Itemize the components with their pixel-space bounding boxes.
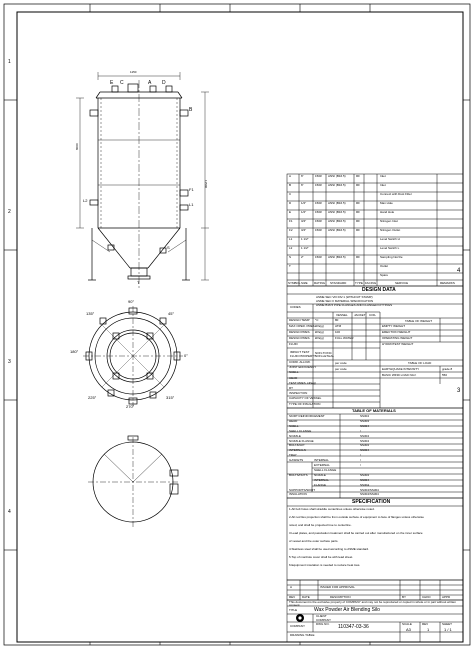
- plan-angle-45: 45°: [168, 311, 175, 316]
- load-row-1-value: 550: [442, 373, 448, 377]
- material-item: GASKETS: [289, 458, 304, 463]
- load-row-0-label: EARTHQUAKE INTENSITY: [382, 367, 420, 371]
- doc-number: 110347-03-36: [338, 624, 369, 630]
- material-value: SS304: [360, 448, 370, 453]
- border-marker-left-3: 3: [8, 359, 11, 365]
- material-value: SS304: [360, 433, 370, 438]
- material-item: BOLTS/NUTS: [289, 472, 308, 477]
- nozzle-std: ANSI (B16.5): [328, 228, 346, 232]
- spec-line: 3.Lead plates, and passivation treatment shall be carried out after manufactured on the inner surface: [289, 531, 423, 535]
- design-data-title: DESIGN DATA: [362, 287, 396, 293]
- nozzle-face: RF: [356, 174, 360, 178]
- scale-label: SCALE: [402, 622, 412, 626]
- nozzle-id: A: [289, 174, 292, 178]
- sheet-label: SHEET: [442, 622, 453, 626]
- nozzle-service: Level Switch H: [380, 237, 400, 241]
- nozzle-size: 1 1/2": [301, 237, 309, 241]
- border-marker-right-3: 3: [457, 388, 461, 394]
- design-row-unit: kPa(g): [315, 324, 324, 328]
- material-value: SS304: [360, 414, 370, 418]
- codes-label: CODES: [290, 305, 301, 309]
- spec-line: 2.All nozzles projection shall be from outside surface of equipment to face of flanges unless otherwise: [289, 515, 424, 519]
- nozzle-header-type: TYPE: [355, 281, 363, 285]
- title-label: TITLE: [289, 608, 298, 612]
- nozzle-service: Inlet: [380, 174, 386, 178]
- nozzle-header-facing: FACING: [365, 281, 377, 285]
- design-row-unit: °C: [315, 318, 319, 322]
- title-note: This document is the exclusive property of COMPANY and may not be reproduced or copied in whole or in part without written consent.: [289, 600, 456, 608]
- misc-row: TYPE OF INSULATION: [289, 401, 321, 406]
- material-value: SS304: [360, 418, 370, 423]
- material-value: SS304: [360, 443, 370, 448]
- nozzle-service: Sampling Nozzle: [380, 255, 403, 259]
- nozzle-id: E: [289, 210, 292, 214]
- nozzle-header-rating: RATING: [314, 281, 326, 285]
- design-row-unit: kPa(g): [315, 330, 324, 334]
- nozzle-service: Nitrogen Inlet: [380, 219, 398, 223]
- misc-row: CAPACITY OF VESSEL: [289, 396, 322, 401]
- nozzle-service: Spare: [380, 273, 389, 277]
- material-value: SS304/SS304: [360, 492, 379, 497]
- plan-angle-0: 0°: [184, 353, 188, 358]
- misc-value-1: per code: [335, 367, 347, 371]
- weight-row: EMPTY WEIGHT: [382, 324, 406, 328]
- weight-row: HYDROTEST WEIGHT: [382, 342, 414, 346]
- plan-angle-225: 225°: [88, 395, 97, 400]
- material-sub: SHELL FLANGE: [314, 467, 337, 472]
- elevation-label-d: D: [162, 80, 166, 86]
- nozzle-id: L1: [289, 237, 293, 241]
- material-item: SHELL: [289, 423, 299, 428]
- nozzle-face: RF: [356, 255, 360, 259]
- elevation-label-s: S: [167, 245, 170, 250]
- revision-header: DATE: [302, 595, 310, 599]
- nozzle-service: Level Switch L: [380, 246, 400, 250]
- border-marker-left-1: 1: [8, 59, 11, 65]
- nozzle-face: RF: [356, 228, 360, 232]
- plan-angle-270: 270°: [126, 404, 135, 409]
- design-row-label: DESIGN TEMP: [289, 318, 310, 322]
- design-row-label: DESIGN PRES.: [289, 336, 311, 340]
- material-sub: NOZZLE: [314, 472, 326, 477]
- spec-line: 4.Stainless steel shall be used according to ASME standard.: [289, 547, 370, 551]
- design-row-vessel: ATM: [335, 324, 342, 328]
- plan-angle-180: 180°: [70, 349, 79, 354]
- nozzle-service: Inlet: [380, 183, 386, 187]
- nozzle-size: 6": [301, 174, 304, 178]
- drawing-title: Wax Powder Air Blending Silo: [314, 607, 380, 613]
- elevation-label-l1: L1: [189, 202, 194, 207]
- material-value: SS304: [360, 477, 370, 482]
- border-marker-left-4: 4: [8, 509, 11, 515]
- weight-row: ERECTION WEIGHT: [382, 330, 411, 334]
- nozzle-size: 2": [301, 255, 304, 259]
- revision-header: CHKD: [422, 595, 431, 599]
- nozzle-rating: 150#: [315, 228, 322, 232]
- elevation-dim-8000: 8000: [75, 143, 79, 150]
- nozzle-rating: 150#: [315, 219, 322, 223]
- issue-text: ISSUED FOR APPROVAL: [320, 585, 355, 589]
- material-item: INTERNALS: [289, 448, 306, 453]
- material-sub: INTERNAL: [314, 458, 329, 463]
- nozzle-std: ANSI (B16.5): [328, 201, 346, 205]
- design-col-coil: COIL: [369, 313, 377, 317]
- nozzle-id: L2: [289, 246, 293, 250]
- plan-angle-315: 315°: [166, 395, 175, 400]
- design-row-vessel: FULL WATER: [335, 336, 354, 340]
- nozzle-service: Man Hole: [380, 201, 393, 205]
- material-value: SS304/SS304: [360, 487, 379, 492]
- nozzle-id: D: [289, 201, 292, 205]
- nozzle-size: 6": [301, 183, 304, 187]
- drawing-table-label: DRAWING TABLE: [290, 633, 315, 637]
- nozzle-service: Outlet: [380, 264, 389, 268]
- revision-header: APPD: [442, 595, 451, 599]
- nozzle-service: Connect with Dust Filter: [380, 192, 412, 196]
- elevation-label-t: T: [137, 280, 140, 285]
- material-sub: EXTERNAL: [314, 463, 330, 467]
- design-row-label: FLUID: [289, 342, 298, 346]
- material-value: SS304: [360, 438, 370, 443]
- design-col-jacket: JACKET: [354, 313, 366, 317]
- nozzle-header-standard: STANDARD: [330, 281, 347, 285]
- nozzle-header-service: SERVICE: [395, 281, 409, 285]
- spec-line: noted, and shall be projected true to centerline.: [289, 523, 352, 527]
- spec-line: 5.Top of manhole cover shall be with lead sheet.: [289, 555, 354, 559]
- nozzle-size: 1 1/2": [301, 246, 309, 250]
- nozzle-id: T: [289, 264, 291, 268]
- elevation-label-b: B: [189, 107, 193, 113]
- spec-line: 1.All bolt holes shall straddle centerlines unless otherwise noted.: [289, 507, 375, 511]
- material-item: INSULATION: [289, 492, 307, 497]
- nozzle-face: RF: [356, 183, 360, 187]
- nozzle-rating: 150#: [315, 255, 322, 259]
- nozzle-rating: 150#: [315, 201, 322, 205]
- elevation-dim-11500: 11500: [204, 180, 208, 189]
- material-value: /: [360, 463, 361, 467]
- design-col-vessel: VESSEL: [336, 313, 348, 317]
- design-row-vessel: 100: [335, 330, 341, 334]
- material-value: /: [360, 458, 361, 463]
- nozzle-std: ANSI (B16.5): [328, 255, 346, 259]
- design-row-unit: kPa(g): [315, 336, 324, 340]
- misc-row: INSPECTION: [289, 391, 308, 396]
- elevation-dim-1150: 1150: [130, 70, 137, 74]
- nozzle-header-remarks: REMARKS: [440, 281, 455, 285]
- plan-angle-90: 90°: [128, 299, 135, 304]
- logo-text: COMPANY: [290, 624, 305, 628]
- elevation-label-c: C: [120, 80, 124, 86]
- elevation-label-e: E: [110, 80, 114, 86]
- misc-row: JOINT EFFICIENCY: [289, 365, 317, 370]
- load-row-0-value: grade 8: [442, 367, 453, 371]
- spec-line: of vessel and the outer surface parts.: [289, 539, 339, 543]
- misc-value-0: per code: [335, 361, 347, 365]
- company-logo: [296, 614, 304, 622]
- revision-header: DESCRIPTION: [330, 595, 351, 599]
- weight-title: TABLE OF WEIGHT: [405, 319, 433, 323]
- nozzle-id: F2: [289, 228, 293, 232]
- nozzle-rating: 150#: [315, 183, 322, 187]
- nozzle-id: F1: [289, 219, 293, 223]
- nozzle-service: Hand Hole: [380, 210, 395, 214]
- material-value: /: [360, 453, 361, 458]
- fluid-prop-2: NON-TOXIC: [315, 351, 332, 355]
- material-item: BOLT&NUT: [289, 443, 305, 448]
- misc-row: SHELL: [289, 370, 299, 375]
- fluid-prop-1: NON-LETHAL: [315, 354, 335, 358]
- nozzle-std: ANSI (B16.5): [328, 183, 346, 187]
- codes-line-3: ASME B16.5 PIPE FLANGES AND FLANGED FITTINGS: [316, 303, 393, 307]
- rev-entry: A: [290, 585, 293, 589]
- material-value: SS304: [360, 482, 370, 487]
- nozzle-face: RF: [356, 219, 360, 223]
- load-row-1-label: BASIC WIND LOAD N/m²: [382, 373, 417, 377]
- codes-line-1: ASME SEC VIII DIV.1 (WITHOUT STAMP): [316, 295, 373, 299]
- nozzle-header-size: SIZE: [301, 281, 308, 285]
- border-marker-right-4: 4: [457, 268, 461, 274]
- material-sub: FLANGE: [314, 482, 327, 487]
- material-item: SHELL FLANGE: [289, 428, 312, 433]
- nozzle-id: B: [289, 183, 292, 187]
- revision-header: REV: [289, 595, 296, 599]
- nozzle-service: Nitrogen Outlet: [380, 228, 401, 232]
- nozzle-face: RF: [356, 210, 360, 214]
- load-title: TABLE OF LOAD: [408, 361, 432, 365]
- fluid-prop-0: FLUID PROPERTY: [290, 354, 316, 358]
- nozzle-std: ANSI (B16.5): [328, 210, 346, 214]
- nozzle-face: RF: [356, 201, 360, 205]
- material-value: SS304: [360, 423, 370, 428]
- material-item: NOZZLE: [289, 433, 301, 438]
- nozzle-size: 3/4": [301, 219, 307, 223]
- scale-value: A3: [406, 627, 411, 632]
- design-row-vessel: 80: [335, 318, 339, 322]
- plan-angle-135: 135°: [86, 311, 95, 316]
- border-marker-left-2: 2: [8, 209, 11, 215]
- plan-view: [83, 306, 183, 406]
- design-row-label: MAX OPER. PRES.: [289, 324, 316, 328]
- nozzle-size: 3/4": [301, 228, 307, 232]
- nozzle-size: 1/2": [301, 201, 307, 205]
- elevation-view: [76, 72, 209, 290]
- weight-row: OPERATING WEIGHT: [382, 336, 413, 340]
- nozzle-size: 1/2": [301, 210, 307, 214]
- sheet-value: 1 / 1: [444, 627, 452, 632]
- elevation-label-l2: L2: [83, 198, 88, 203]
- elevation-label-f1: F1: [189, 187, 194, 192]
- spec-line: 6.Equipment insulation is needed to reduce heat loss.: [289, 563, 361, 567]
- misc-row: HEAD: [289, 375, 298, 380]
- material-item: TRAY: [289, 453, 297, 458]
- misc-row: RT: [289, 386, 293, 390]
- nozzle-std: ANSI (B16.5): [328, 174, 346, 178]
- rev-label: REV: [422, 622, 429, 626]
- nozzle-std: ANSI (B16.5): [328, 219, 346, 223]
- material-item: HEAD: [289, 418, 298, 423]
- client-label: CLIENT: [316, 614, 327, 618]
- nozzle-rating: 150#: [315, 174, 322, 178]
- misc-row: TEST PRES. kPa(g): [289, 380, 317, 385]
- revision-header: BY: [402, 595, 407, 599]
- materials-title: TABLE OF MATERIALS: [352, 408, 396, 413]
- misc-row: CORR. ALLOW.: [289, 360, 311, 364]
- section-view: [88, 436, 178, 527]
- client-name: COMPANY: [316, 618, 331, 622]
- material-value: /: [360, 428, 361, 433]
- nozzle-header-symbol: SYMBOL: [288, 281, 301, 285]
- elevation-label-a: A: [148, 80, 152, 86]
- nozzle-rating: 150#: [315, 210, 322, 214]
- doc-label: DWG NO.: [316, 622, 330, 626]
- nozzle-id: S: [289, 255, 292, 259]
- nozzle-id: C: [289, 192, 292, 196]
- material-value: SS304: [360, 472, 370, 477]
- material-item: NOZZLE FLANGE: [289, 438, 314, 443]
- material-sub: INTERNAL: [314, 477, 329, 482]
- material-item: SKIRT REINFORCEMENT: [289, 414, 325, 418]
- design-row-label: DESIGN PRES.: [289, 330, 311, 334]
- spec-title: SPECIFICATION: [352, 499, 391, 505]
- impact-label: IMPACT TEST: [290, 350, 310, 354]
- material-item: SUPPORTS/SKIRT: [289, 487, 316, 492]
- rev-value: 1: [427, 627, 430, 632]
- codes-line-2: ASME SEC II MATERIAL SPECIFICATION: [316, 299, 374, 303]
